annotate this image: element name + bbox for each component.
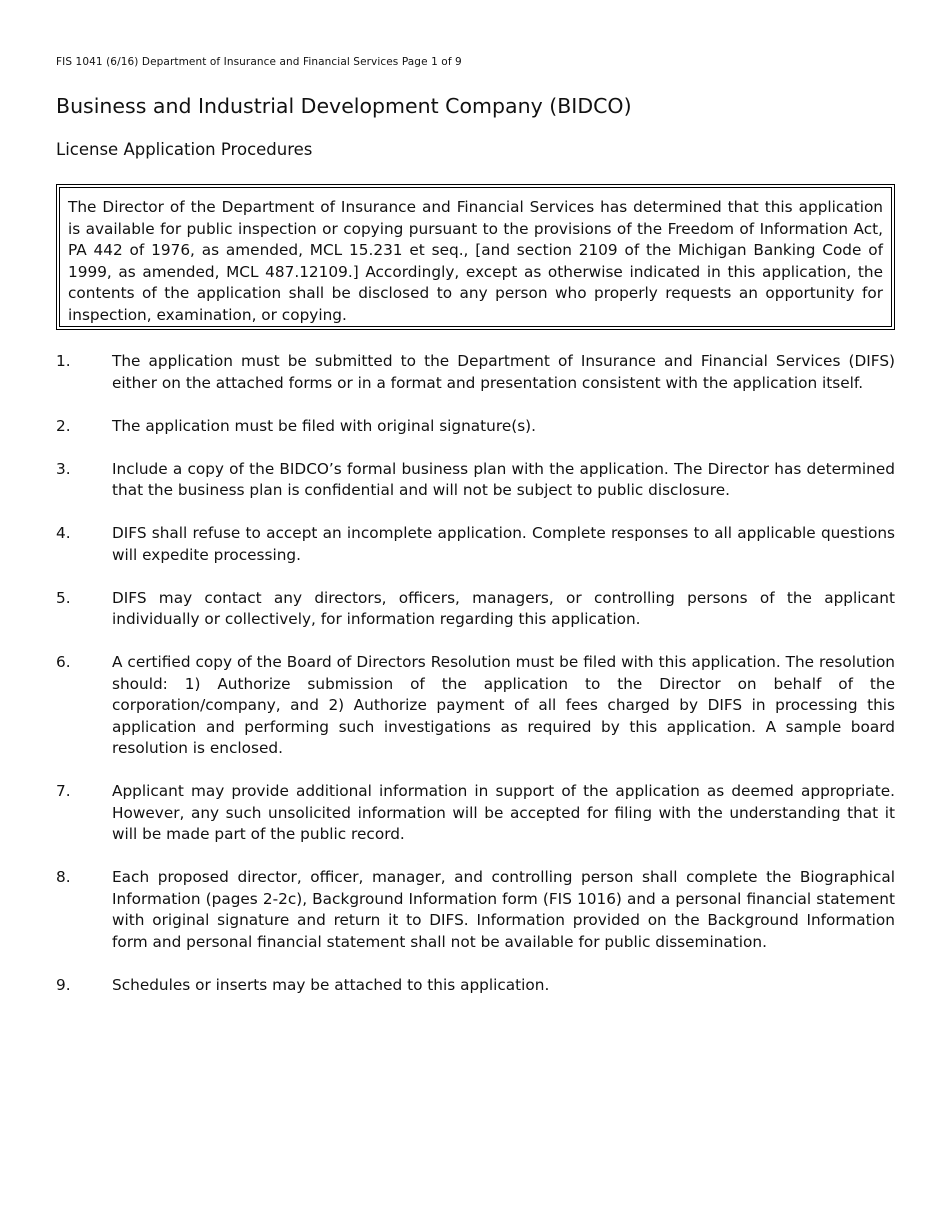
item-text: The application must be filed with original signature(s).	[112, 416, 537, 435]
list-item	[56, 588, 895, 631]
list-item	[56, 652, 895, 760]
item-text: Schedules or inserts may be attached to this application.	[112, 975, 550, 994]
form-identifier: FIS 1041 (6/16) Department of Insurance and Financial Services Page 1 of 9	[56, 56, 462, 68]
list-item	[56, 351, 895, 394]
item-number: 8.	[56, 868, 71, 886]
list-item	[56, 416, 895, 438]
item-number: 1.	[56, 352, 71, 370]
item-number: 6.	[56, 653, 71, 671]
notice-text: The Director of the Department of Insurance and Financial Services has determined that this application is available for public inspection or copying pursuant to the provisions of the Freedom of Information Act, PA 442 of 1976, as amended, MCL 15.231 et seq., [and section 2109 of the Michigan Banking Code of 1999, as amended, MCL 487.12109.] Accordingly, except as otherwise indicated in this application, the contents of the application shall be disclosed to any person who properly requests an opportunity for inspection, examination, or copying.	[59, 187, 892, 327]
list-item	[56, 523, 895, 566]
list-item	[56, 867, 895, 953]
item-number: 3.	[56, 459, 71, 478]
list-item	[56, 975, 895, 997]
item-number: 2.	[56, 416, 71, 435]
public-disclosure-notice	[56, 184, 895, 330]
item-text: The application must be submitted to the Department of Insurance and Financial Services (DIFS) either on the attached forms or in a format and presentation consistent with the application itself.	[112, 352, 895, 392]
item-text: Applicant may provide additional information in support of the application as deemed appropriate. However, any such unsolicited information will be accepted for filing with the understanding that it will be made part of the public record.	[112, 782, 895, 843]
item-number: 7.	[56, 782, 71, 800]
list-item	[56, 459, 895, 502]
item-text: DIFS may contact any directors, officers, managers, or controlling persons of the applicant individually or collectively, for information regarding this application.	[112, 588, 895, 628]
item-text: DIFS shall refuse to accept an incomplete application. Complete responses to all applicable questions will expedite processing.	[112, 524, 895, 564]
item-text: Each proposed director, officer, manager, and controlling person shall complete the Biographical Information (pages 2-2c), Background Information form (FIS 1016) and a personal financial statement with original signature and return it to DIFS. Information provided on the Background Information form and personal financial statement shall not be available for public dissemination.	[112, 868, 895, 951]
item-number: 5.	[56, 588, 71, 607]
document-subtitle: License Application Procedures	[56, 140, 313, 159]
list-item	[56, 781, 895, 846]
item-text: Include a copy of the BIDCO’s formal business plan with the application. The Director has determined that the business plan is confidential and will not be subject to public disclosure.	[112, 459, 895, 499]
item-number: 9.	[56, 975, 71, 994]
item-number: 4.	[56, 524, 71, 542]
document-title: Business and Industrial Development Company (BIDCO)	[56, 94, 632, 118]
item-text: A certified copy of the Board of Directors Resolution must be filed with this application. The resolution should: 1) Authorize submission of the application to the Director on behalf of the corporation/company, and 2) Authorize payment of all fees charged by DIFS in processing this application and performing such investigations as required by this application. A sample board resolution is enclosed.	[112, 653, 895, 757]
procedures-list	[56, 351, 895, 1018]
